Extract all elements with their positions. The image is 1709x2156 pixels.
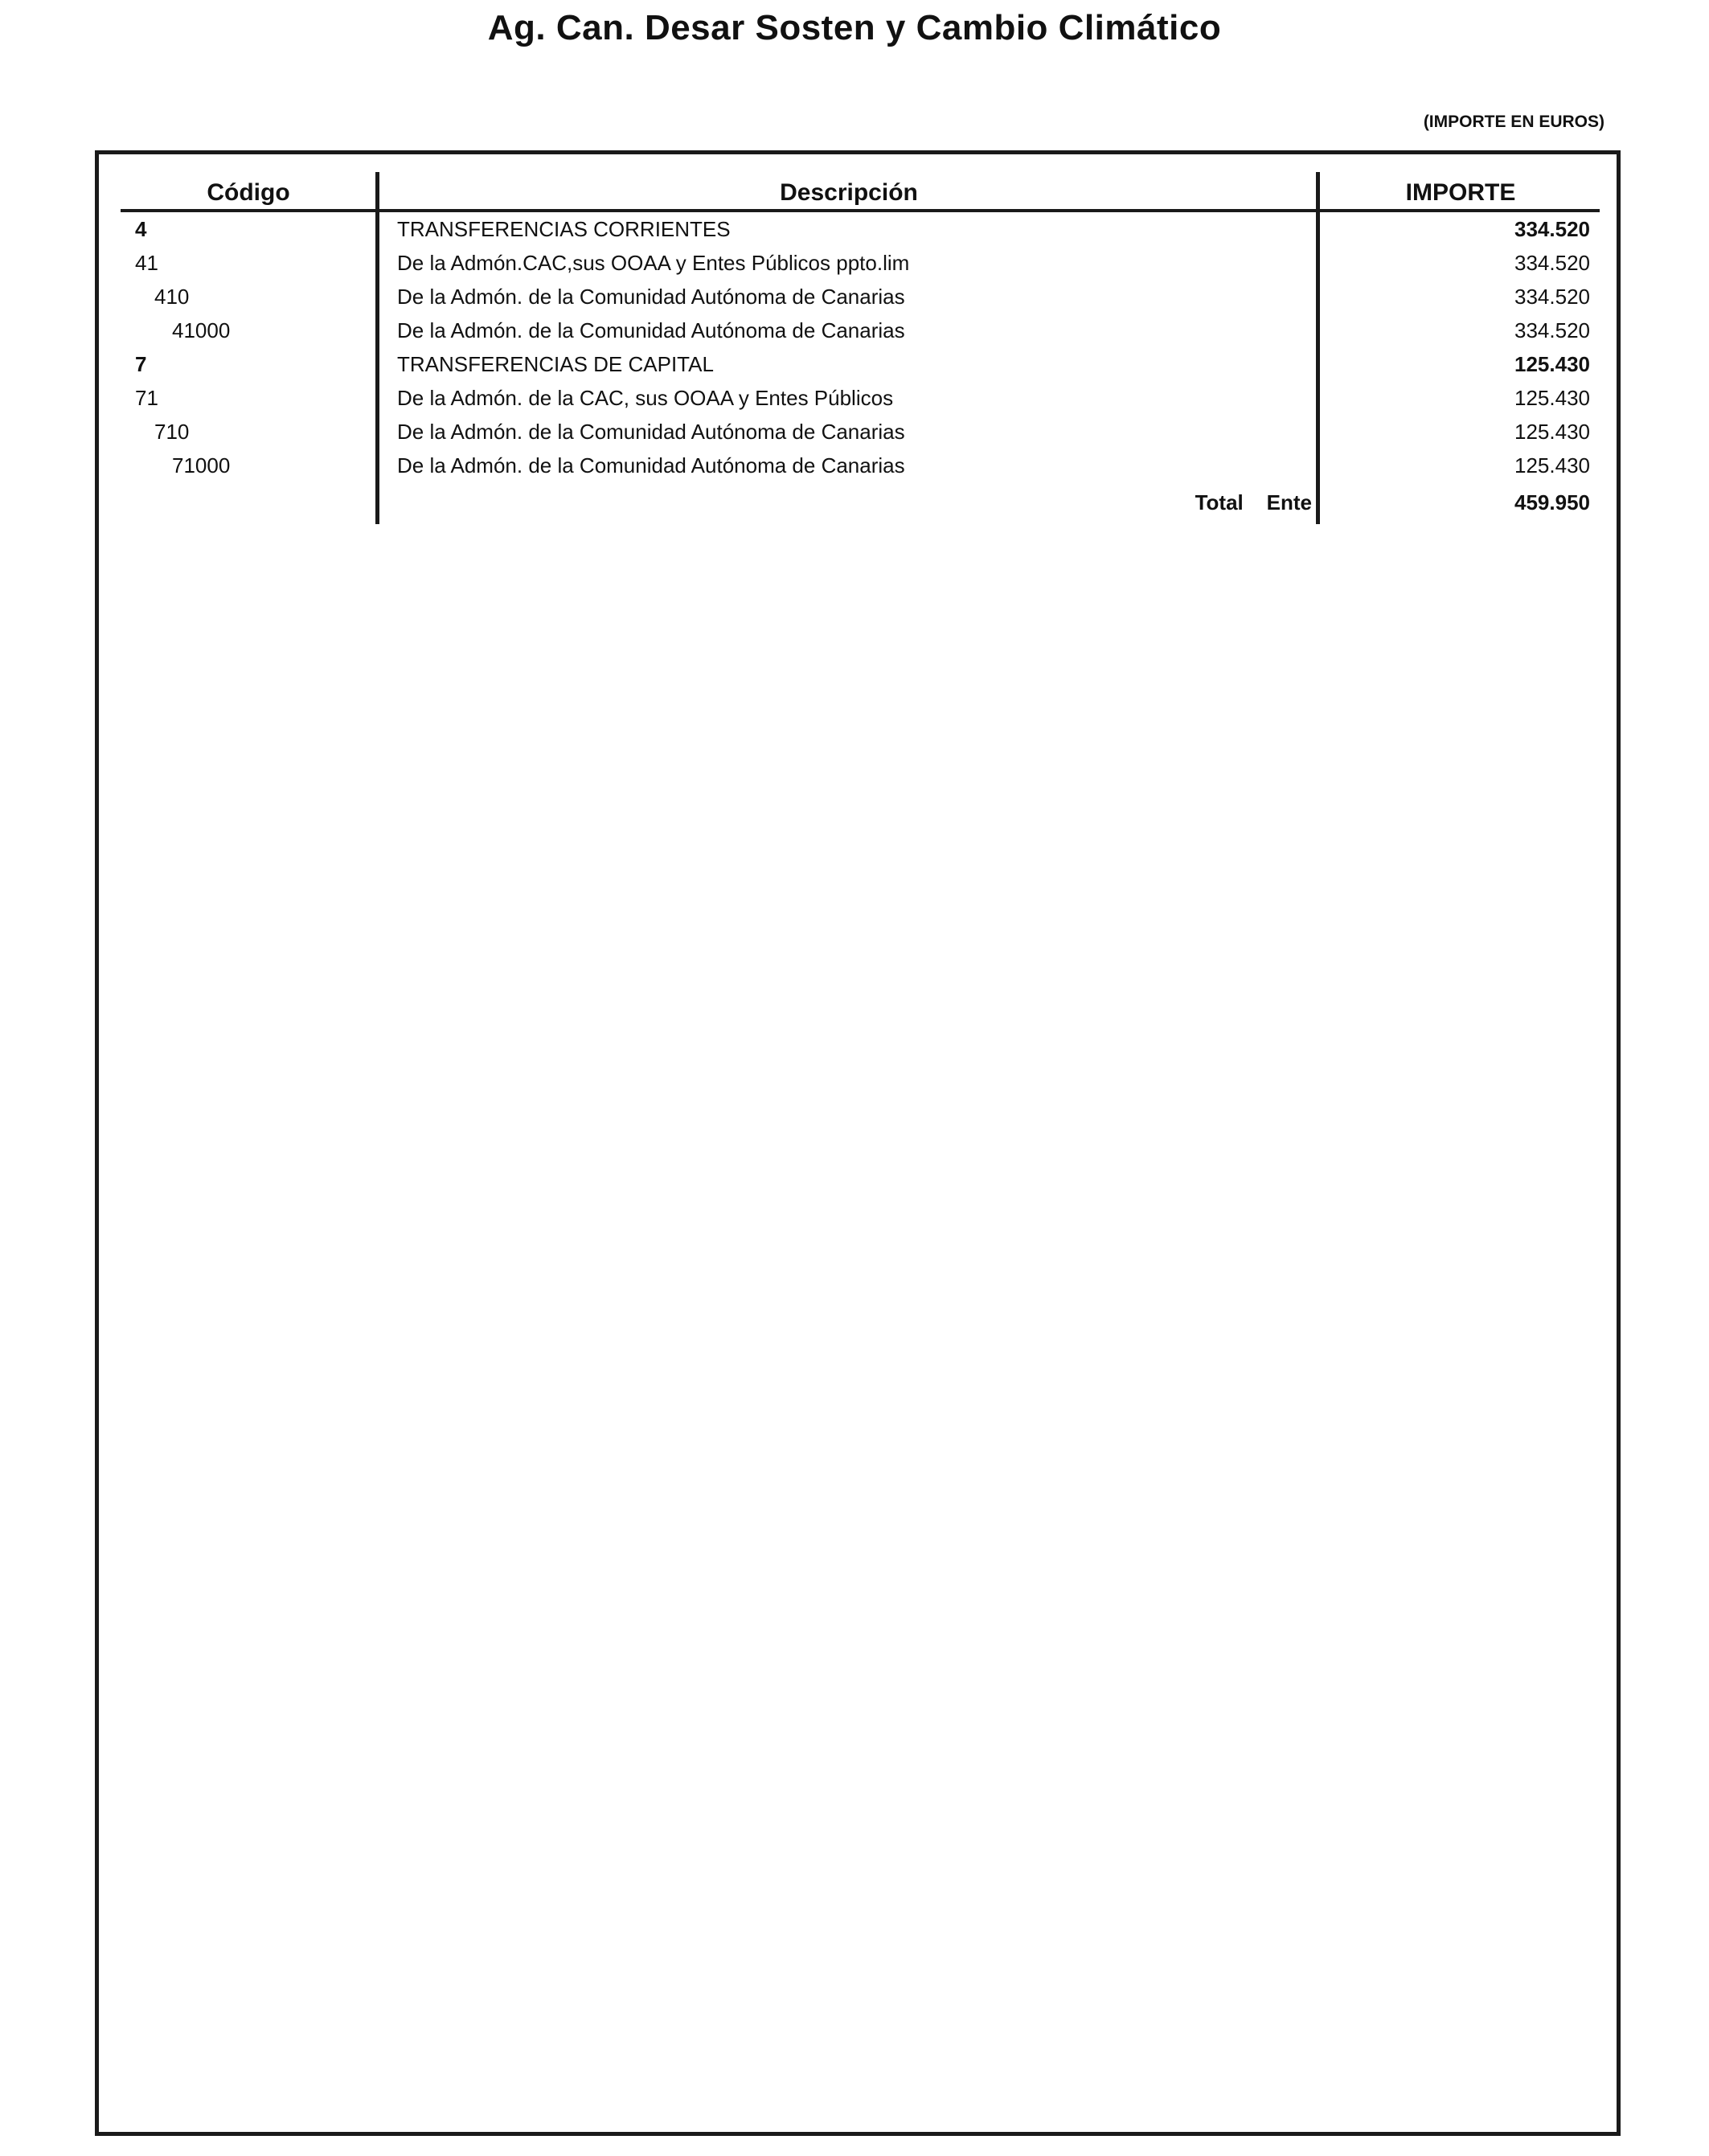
row-description: De la Admón. de la CAC, sus OOAA y Entes Públicos [397, 386, 894, 410]
currency-note: (IMPORTE EN EUROS) [1423, 113, 1604, 131]
table-row [121, 415, 1600, 449]
table-row [121, 381, 1600, 415]
row-code: 71000 [172, 453, 231, 478]
table-row [121, 280, 1600, 314]
total-amount: 459.950 [1514, 490, 1590, 514]
row-code: 41000 [172, 318, 231, 342]
row-description: De la Admón.CAC,sus OOAA y Entes Públicos ppto.lim [397, 251, 910, 275]
row-code: 71 [135, 386, 158, 410]
row-amount: 334.520 [1514, 285, 1590, 309]
row-description: De la Admón. de la Comunidad Autónoma de Canarias [397, 453, 905, 478]
row-code: 7 [135, 352, 147, 376]
total-label: Total Ente [1195, 490, 1312, 514]
table-row [121, 314, 1600, 347]
column-header-codigo: Código [207, 179, 290, 206]
row-description: De la Admón. de la Comunidad Autónoma de Canarias [397, 285, 905, 309]
total-row [121, 485, 1600, 520]
table-row [121, 347, 1600, 381]
row-amount: 125.430 [1514, 386, 1590, 410]
row-amount: 125.430 [1514, 453, 1590, 478]
row-description: De la Admón. de la Comunidad Autónoma de Canarias [397, 318, 905, 342]
column-header-importe: IMPORTE [1405, 179, 1516, 206]
row-amount: 334.520 [1514, 217, 1590, 241]
table-row [121, 212, 1600, 246]
row-code: 410 [154, 285, 190, 309]
row-code: 4 [135, 217, 147, 241]
row-code: 710 [154, 420, 190, 444]
row-description: TRANSFERENCIAS DE CAPITAL [397, 352, 714, 376]
row-amount: 125.430 [1514, 420, 1590, 444]
row-code: 41 [135, 251, 158, 275]
row-amount: 334.520 [1514, 318, 1590, 342]
column-header-descripcion: Descripción [780, 179, 918, 206]
table-row [121, 246, 1600, 280]
row-description: De la Admón. de la Comunidad Autónoma de Canarias [397, 420, 905, 444]
page-title: Ag. Can. Desar Sosten y Cambio Climático [487, 8, 1222, 47]
row-amount: 334.520 [1514, 251, 1590, 275]
table-row [121, 449, 1600, 482]
row-description: TRANSFERENCIAS CORRIENTES [397, 217, 731, 241]
row-amount: 125.430 [1514, 352, 1590, 376]
